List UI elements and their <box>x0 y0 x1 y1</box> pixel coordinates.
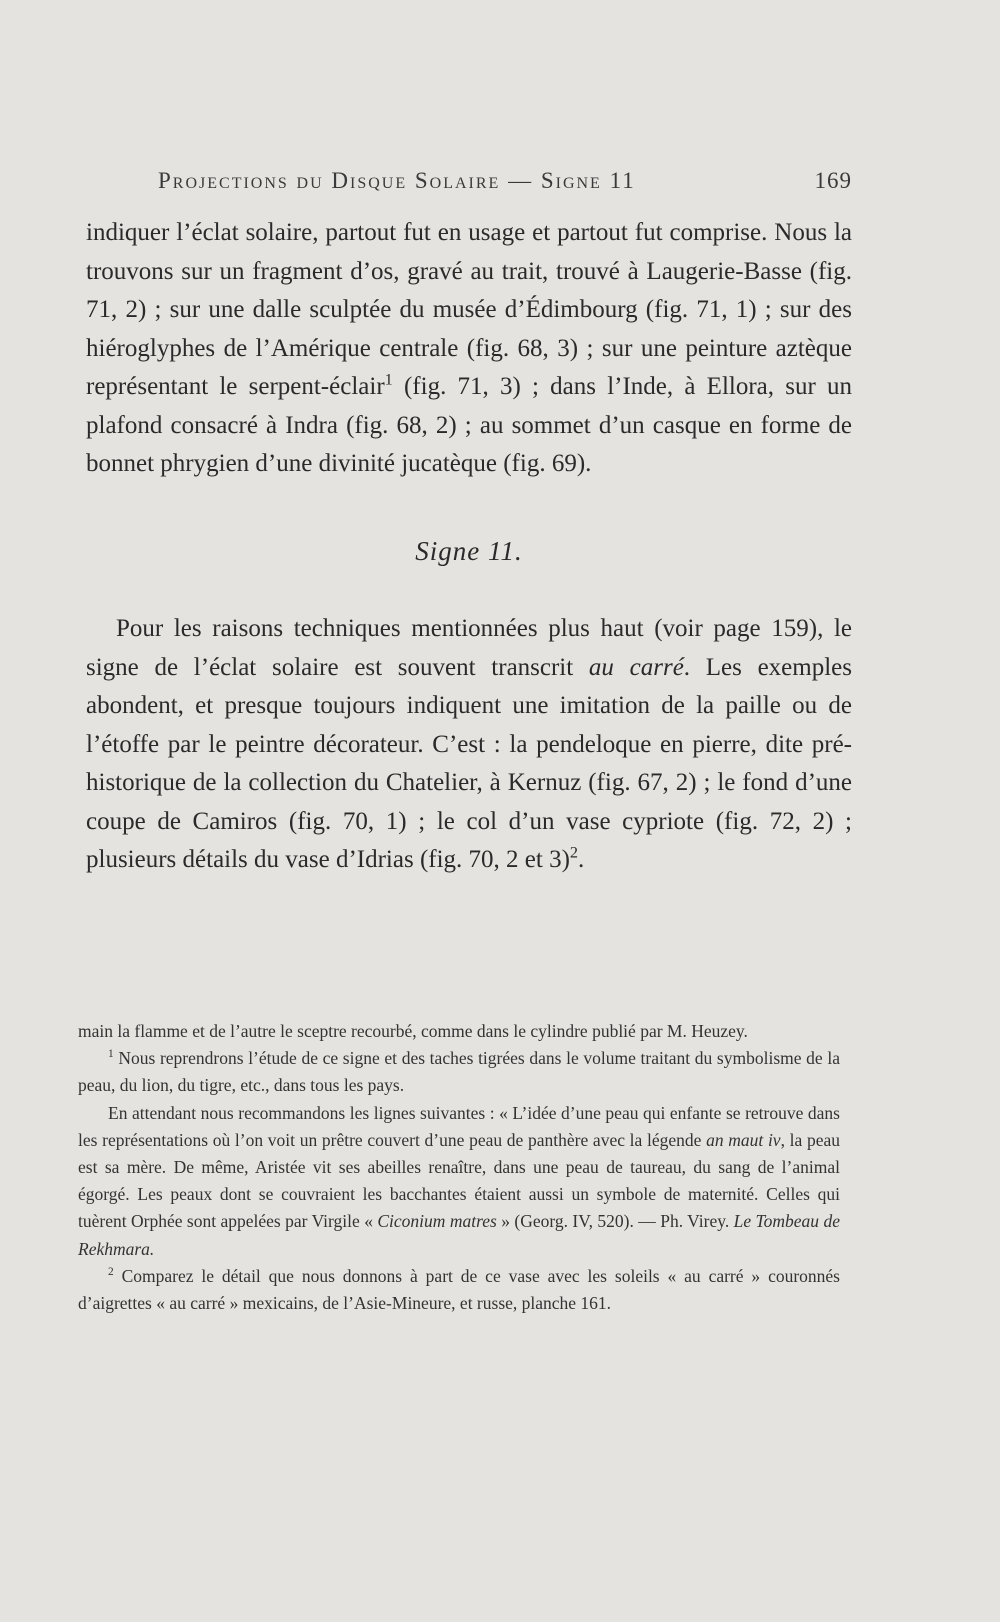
footnote-ref-1: 1 <box>384 370 393 389</box>
running-header <box>158 168 852 194</box>
paragraph-2-emphasis: au carré <box>588 653 684 681</box>
running-title: Projections du Disque Solaire — Signe 11 <box>158 168 636 193</box>
page-number: 169 <box>814 168 852 193</box>
footnote-1b-before: En attendant nous recommandons les lignes suivantes : « L’idée d’une peau qui enfante se retrouve dans les représentations où l’on voit un prêtre couvert d’une peau de panthère avec la légende <box>78 1102 840 1150</box>
footnote-1-marker: 1 <box>108 1048 114 1061</box>
paragraph-1-text: indiquer l’éclat solaire, partout fut en usage et partout fut comprise. Nous la trouvons sur un fragment d’os, gravé au trait, trouvé à Laugerie-Basse (fig. 71, 2) ; sur une dalle sculptée du musée d’Édimbourg (fig. 71, 1) ; sur des hiéroglyphes de l’Amérique centrale (fig. 68, 3) ; sur une peinture aztèque représentant le serpent-éclair <box>86 219 852 400</box>
paragraph-2 <box>86 610 852 880</box>
paragraph-1-text-after: (fig. 71, 3) ; dans l’Inde, à Ellora, sur un plafond consacré à Indra (fig. 68, 2) ; au sommet d’un casque en forme de bonnet phrygien d’une divinité jucatèque (fig. 69). <box>86 373 852 477</box>
footnote-1b-after: » (Georg. IV, 520). — Ph. Virey. <box>496 1211 734 1232</box>
footnote-2-text: Comparez le détail que nous donnons à part de ce vase avec les soleils « au carré » couronnés d’aigrettes « au carré » mexicains, de l’Asie-Mineure, et russe, planche 161. <box>78 1265 840 1314</box>
footnote-1b-middle: , la peau est sa mère. De même, Aristée vit ses abeilles renaître, dans une peau de taureau, du sang de l’animal égorgé. Les peaux dont se couvraient les bacchantes étaient aussi un symbole de maternité. Celles qui tuèrent Orphée sont appelées par Virgile « <box>78 1129 840 1232</box>
footnote-1-text: Nous reprendrons l’étude de ce signe et des taches tigrées dans le volume traitant du symbolisme de la peau, du lion, du tigre, etc., dans tous les pays. <box>78 1048 840 1096</box>
footnote-1 <box>78 1045 840 1099</box>
section-heading: Signe 11. <box>415 535 523 566</box>
footnote-1b-italic-1: an maut iv <box>706 1129 781 1150</box>
paragraph-1 <box>86 214 852 484</box>
paragraph-2-end: . <box>578 846 585 873</box>
paragraph-2-text-after: . Les exemples abondent, et presque toujours indiquent une imitation de la paille ou de l’étoffe par le peintre décorateur. C’est : la pendeloque en pierre, dite pré-historique de la collection du Chatelier, à Kernuz (fig. 67, 2) ; le fond d’une coupe de Camiros (fig. 70, 1) ; le col d’un vase cypriote (fig. 72, 2) ; plusieurs détails du vase d’Idrias (fig. 70, 2 et 3) <box>86 653 852 873</box>
footnote-2-marker: 2 <box>108 1266 114 1278</box>
paragraph-2-text-before: Pour les raisons techniques mentionnées plus haut (voir page 159), le signe de l’éclat solaire est souvent transcrit <box>86 615 852 681</box>
footnote-2 <box>78 1263 840 1317</box>
footnote-1-continued <box>78 1100 840 1263</box>
footnotes <box>78 1018 840 1317</box>
footnote-1b-italic-3: Le Tombeau de Rekhmara. <box>78 1211 840 1259</box>
main-text <box>86 214 852 880</box>
footnote-ref-2: 2 <box>569 843 579 862</box>
footnote-continuation: main la flamme et de l’autre le sceptre recourbé, comme dans le cylindre publié par M. Heuzey. <box>78 1021 748 1041</box>
footnote-1b-italic-2: Ciconium matres <box>377 1211 497 1232</box>
